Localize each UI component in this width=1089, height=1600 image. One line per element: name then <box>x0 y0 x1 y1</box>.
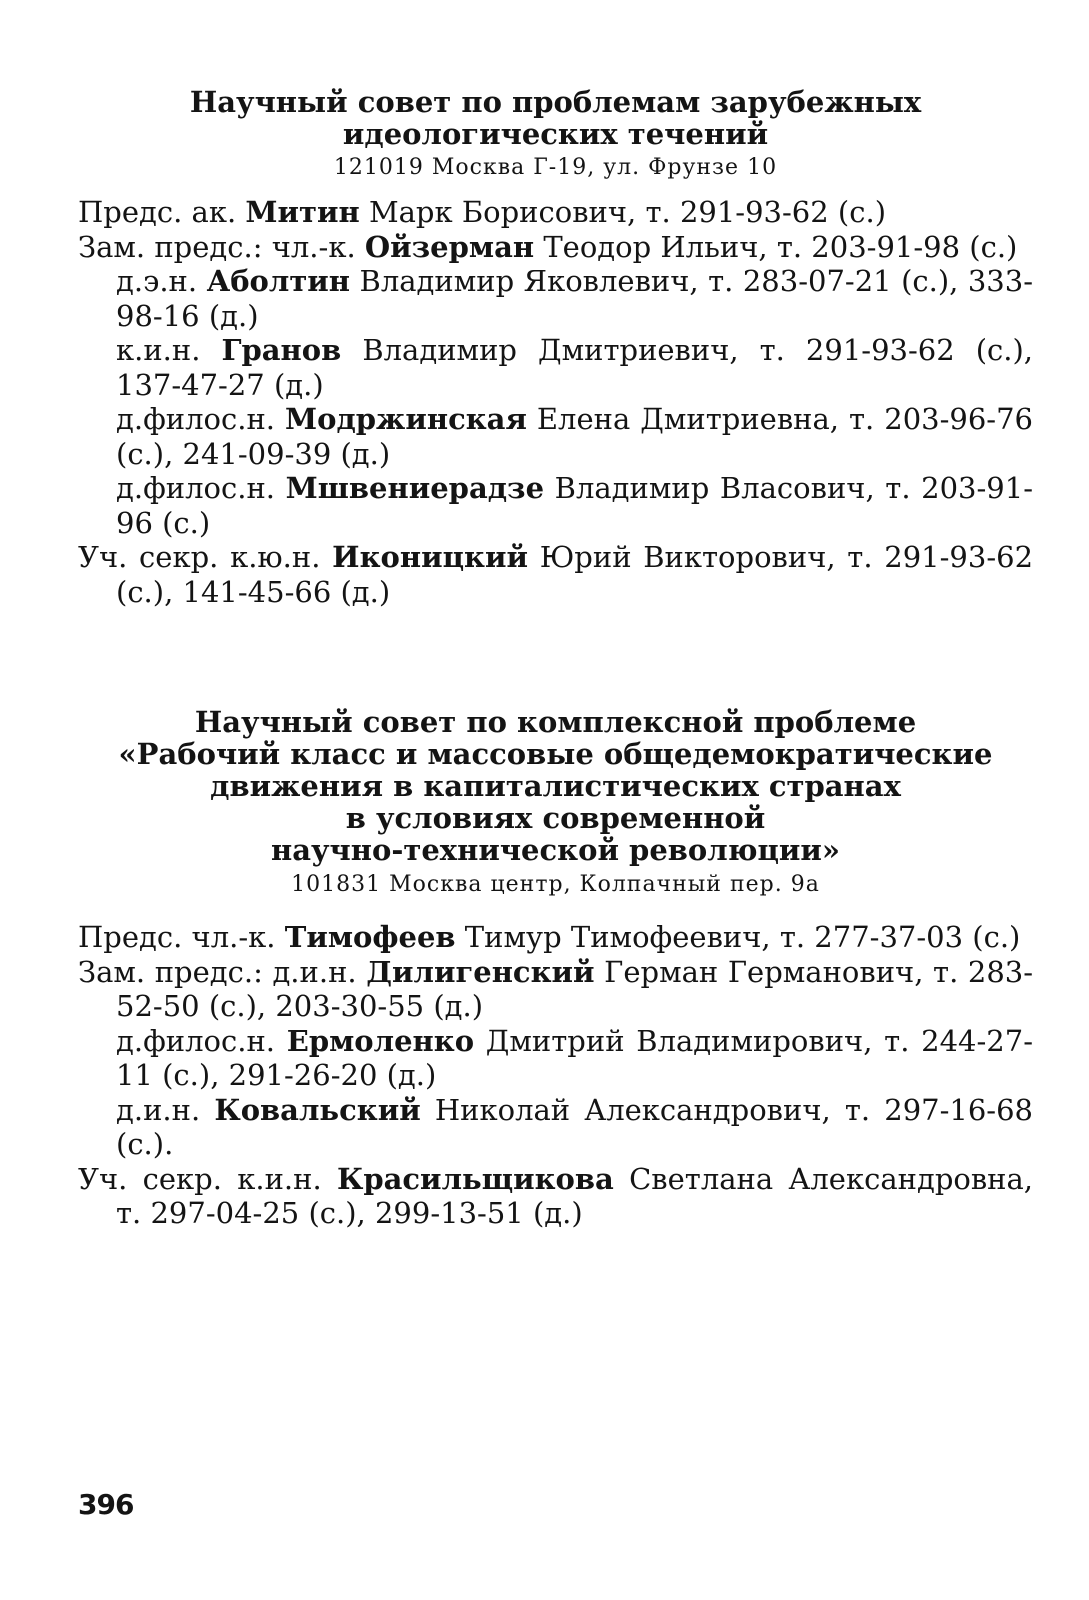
title-line: движения в капиталистических странах <box>210 769 901 803</box>
entry-surname: Модржинская <box>285 402 527 436</box>
entry-surname: Мшвениерадзе <box>285 471 545 505</box>
title-line: научно-технической революции» <box>270 833 841 867</box>
entry-deputy <box>78 333 1033 402</box>
entry-chairman <box>78 920 1033 955</box>
entry-role: д.э.н. <box>116 264 198 298</box>
entry-role: Уч. секр. к.ю.н. <box>78 540 321 574</box>
page-number: 396 <box>78 1488 134 1521</box>
council-section-foreign-ideologies <box>78 86 1033 609</box>
entry-details: Светлана Александровна, т. 297-04-25 (с.), 299-13-51 (д.) <box>116 1161 1033 1230</box>
entry-deputy <box>78 264 1033 333</box>
entry-role: Зам. предс.: д.и.н. <box>78 954 357 989</box>
entry-chairman <box>78 195 1033 230</box>
section-address: 101831 Москва центр, Колпачный пер. 9а <box>291 872 820 897</box>
section-address: 121019 Москва Г-19, ул. Фрунзе 10 <box>333 155 778 180</box>
entry-details: Тимур Тимофеевич, т. 277-37-03 (с.) <box>464 920 1021 954</box>
entry-role: д.и.н. <box>116 1092 201 1127</box>
entry-details: Елена Дмитриевна, т. 203-96-76 (с.), 241-09-39 (д.) <box>116 402 1033 471</box>
title-line: в условиях современной <box>345 801 766 835</box>
entry-deputy <box>78 955 1033 1024</box>
entry-surname: Ермоленко <box>286 1023 475 1058</box>
title-line: Научный совет по проблемам зарубежных <box>189 85 922 119</box>
entry-secretary <box>78 1162 1033 1231</box>
entry-surname: Тимофеев <box>284 920 456 954</box>
entry-role: Зам. предс.: чл.-к. <box>78 229 356 264</box>
entry-details: Теодор Ильич, т. 203-91-98 (с.) <box>543 229 1018 264</box>
entry-surname: Аболтин <box>206 264 351 298</box>
entry-details: Владимир Яковлевич, т. 283-07-21 (с.), 333-98-16 (д.) <box>116 264 1034 333</box>
entry-role: д.филос.н. <box>116 471 275 505</box>
entry-surname: Митин <box>245 195 360 229</box>
entry-details: Марк Борисович, т. 291-93-62 (с.) <box>368 195 887 229</box>
title-line: Научный совет по комплексной проблеме <box>194 705 917 739</box>
entry-details: Дмитрий Владимирович, т. 244-27-11 (с.), 291-26-20 (д.) <box>116 1023 1033 1092</box>
entry-role: д.филос.н. <box>116 1023 275 1058</box>
entry-surname: Иконицкий <box>332 540 528 574</box>
entry-details: Николай Александрович, т. 297-16-68 (с.). <box>116 1092 1034 1161</box>
entry-deputy <box>78 1093 1033 1162</box>
entry-details: Владимир Дмитриевич, т. 291-93-62 (с.), 137-47-27 (д.) <box>116 333 1033 402</box>
section-title <box>78 706 1033 866</box>
entry-role: Предс. ак. <box>78 195 237 229</box>
entry-surname: Гранов <box>221 333 342 367</box>
title-line: идеологических течений <box>342 117 769 151</box>
entry-role: Предс. чл.-к. <box>78 920 276 954</box>
entry-deputy <box>78 1024 1033 1093</box>
entry-role: д.филос.н. <box>116 402 275 436</box>
entry-details: Юрий Викторович, т. 291-93-62 (с.), 141-45-66 (д.) <box>116 540 1034 609</box>
entry-surname: Красильщикова <box>336 1161 614 1196</box>
entry-details: Владимир Власович, т. 203-91-96 (с.) <box>116 471 1033 540</box>
council-section-working-class <box>78 706 1033 1231</box>
entry-secretary <box>78 540 1033 609</box>
entry-role: к.и.н. <box>116 333 201 367</box>
entry-deputy <box>78 471 1033 540</box>
entry-surname: Дилигенский <box>366 954 595 989</box>
title-line: «Рабочий класс и массовые общедемократические <box>118 737 993 771</box>
entry-surname: Ковальский <box>214 1092 421 1127</box>
entry-details: Герман Германович, т. 283-52-50 (с.), 203-30-55 (д.) <box>116 954 1034 1023</box>
entry-deputy <box>78 230 1033 265</box>
entry-role: Уч. секр. к.и.н. <box>78 1161 322 1196</box>
entry-surname: Ойзерман <box>364 229 535 264</box>
entry-deputy <box>78 402 1033 471</box>
section-title <box>78 86 1033 150</box>
